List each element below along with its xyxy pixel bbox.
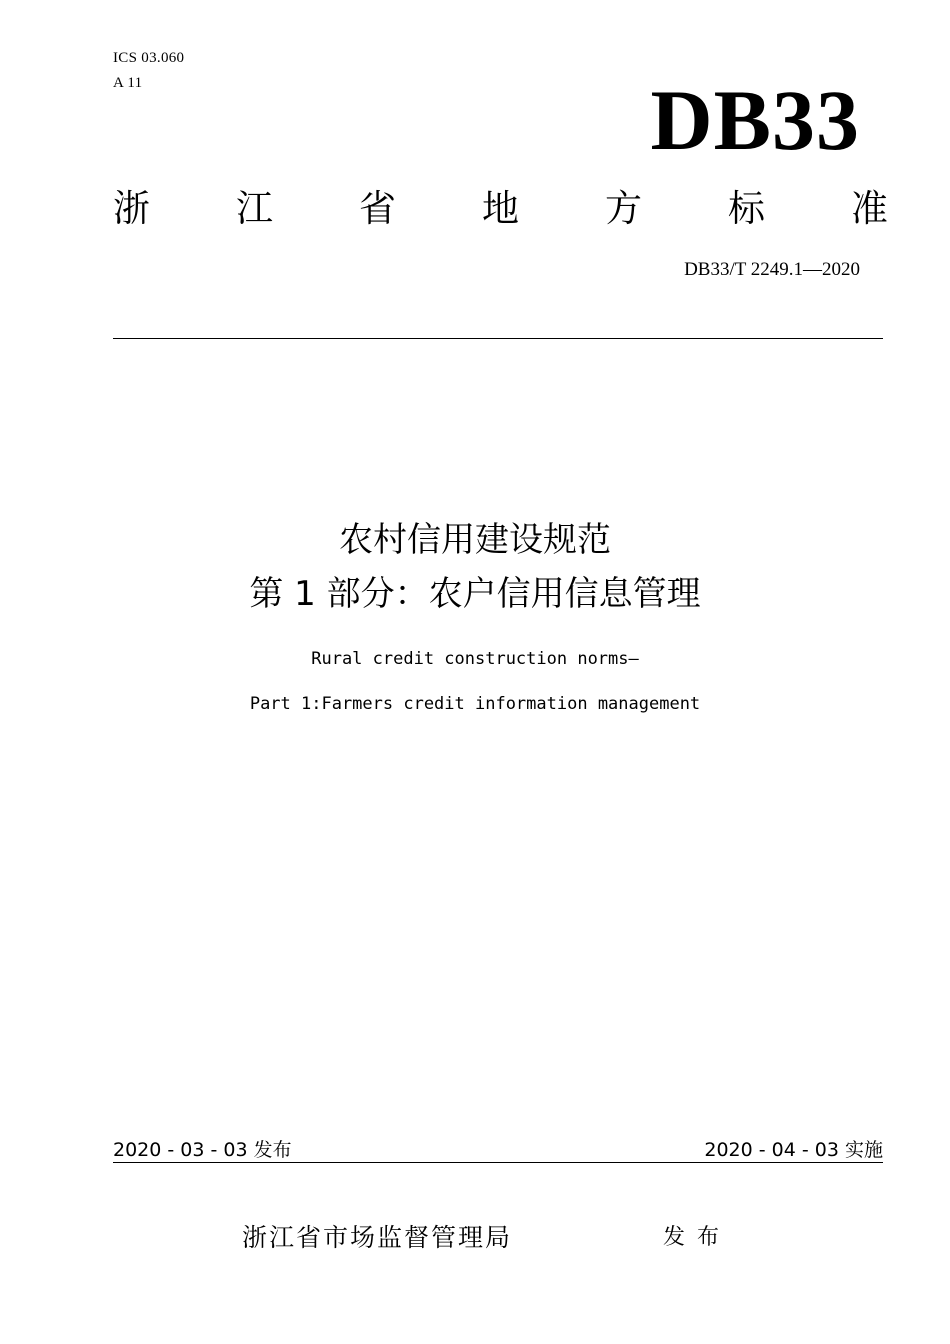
ccs-code: A 11 [113, 75, 143, 91]
implementation-date: 2020 - 04 - 03 实施 [704, 1139, 883, 1161]
ics-code: ICS 03.060 [113, 50, 185, 66]
standard-type-char: 浙 [113, 187, 150, 230]
publish-label: 发布 [663, 1225, 732, 1250]
db33-logo: DB33 [650, 72, 860, 168]
standard-type-heading [113, 186, 888, 232]
header-divider [113, 338, 883, 339]
standard-type-char: 江 [236, 187, 273, 230]
publisher-name: 浙江省市场监督管理局 [242, 1223, 513, 1252]
footer-divider [113, 1162, 883, 1163]
standard-type-char: 省 [359, 187, 396, 230]
standard-type-char: 标 [728, 187, 765, 230]
title-chinese-line-1: 农村信用建设规范 [339, 520, 611, 560]
title-english-line-1: Rural credit construction norms— [311, 649, 639, 669]
standard-type-char: 准 [851, 187, 888, 230]
standard-type-char: 方 [605, 187, 642, 230]
standard-type-char: 地 [482, 187, 519, 230]
title-chinese-line-2: 第 1 部分：农户信用信息管理 [249, 574, 701, 614]
standard-number: DB33/T 2249.1—2020 [684, 259, 860, 280]
issue-date: 2020 - 03 - 03 发布 [113, 1139, 292, 1161]
title-english-line-2: Part 1:Farmers credit information management [249, 694, 701, 714]
